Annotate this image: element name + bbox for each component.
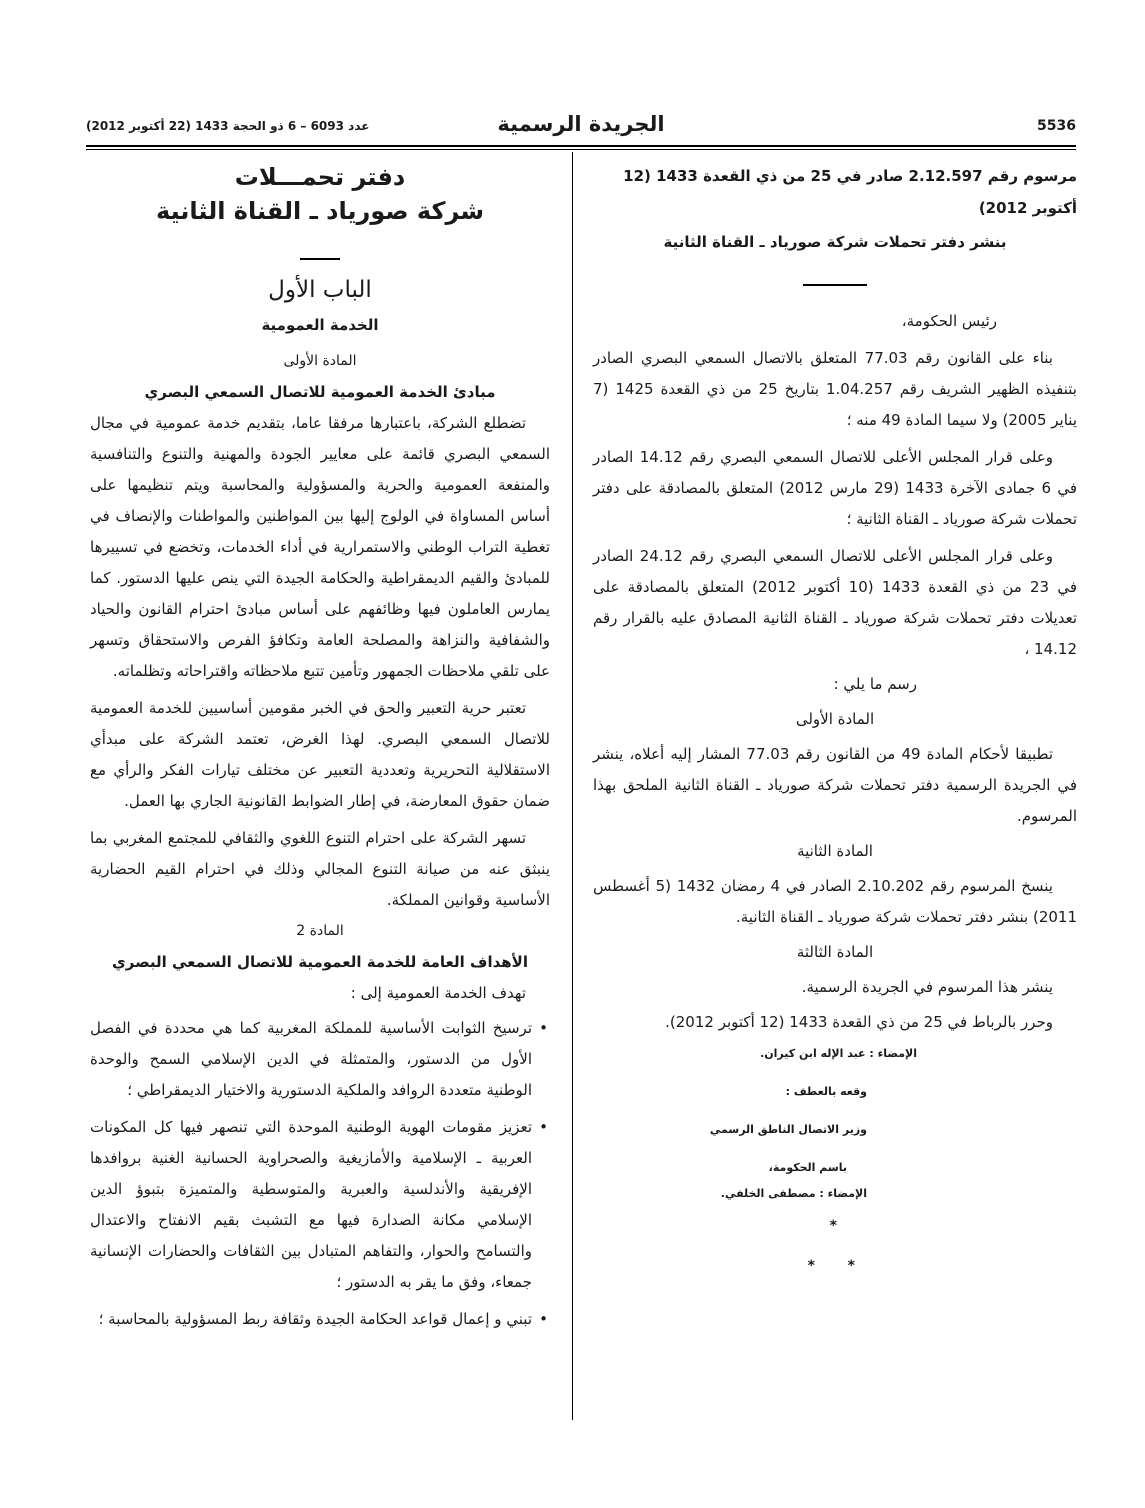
countersigned-label: وقعه بالعطف : — [785, 1085, 867, 1098]
star-bottom-left: * — [807, 1258, 815, 1274]
minister-title: وزير الاتصال الناطق الرسمي — [709, 1123, 867, 1136]
decree-paragraph-3: وعلى قرار المجلس الأعلى للاتصال السمعي البصري رقم 24.12 الصادر في 23 من ذي القعدة 1433 (10 أكتوبر 2012) المتعلق بالمصادقة على تعديلات دفتر تحملات شركة صورياد ـ القناة الثانية المصادق عليه بالقرار رقم 14.12 ، — [593, 547, 1077, 658]
list-item-text: تبني و إعمال قواعد الحكامة الجيدة وثقافة ربط المسؤولية بالمحاسبة ؛ — [98, 1310, 532, 1328]
header-rule-thick — [86, 145, 1076, 147]
title-separator — [803, 284, 867, 286]
header-rule-thin — [86, 149, 1076, 150]
list-item — [90, 1013, 550, 1106]
list-item — [90, 1112, 550, 1298]
specifications-title: دفتر تحمـــلات — [234, 163, 406, 191]
article-2-heading: الأهداف العامة للخدمة العمومية للاتصال السمعي البصري — [112, 953, 528, 971]
star-bottom-right: * — [847, 1258, 855, 1274]
on-behalf-label: باسم الحكومة، — [768, 1161, 847, 1174]
article-2-label: المادة 2 — [296, 923, 344, 939]
title-separator — [300, 258, 340, 260]
page-number: 5536 — [1037, 118, 1076, 134]
bullet-icon: • — [539, 1019, 548, 1037]
specifications-column — [90, 160, 550, 1335]
article-2-intro: تهدف الخدمة العمومية إلى : — [350, 984, 526, 1002]
decree-subtitle: بنشر دفتر تحملات شركة صورياد ـ القناة الثانية — [663, 233, 1007, 251]
journal-title: الجريدة الرسمية — [497, 112, 665, 136]
issue-line: عدد 6093 – 6 ذو الحجة 1433 (22 أكتوبر 2012) — [86, 119, 370, 133]
decree-paragraph-2: وعلى قرار المجلس الأعلى للاتصال السمعي البصري رقم 14.12 الصادر في 6 جمادى الآخرة 1433 (29 مارس 2012) المتعلق بالمصادقة على دفتر تحملات شركة صورياد ـ القناة الثانية ؛ — [593, 448, 1077, 528]
decree-paragraph-1: بناء على القانون رقم 77.03 المتعلق بالاتصال السمعي البصري الصادر بتنفيذه الظهير الشريف رقم 1.04.257 بتاريخ 25 من ذي القعدة 1425 (7 يناير 2005) ولا سيما المادة 49 منه ؛ — [593, 349, 1077, 429]
specifications-company: شركة صورياد ـ القناة الثانية — [156, 197, 484, 225]
list-item — [90, 1304, 550, 1335]
article-1-label: المادة الأولى — [283, 353, 357, 369]
end-stars — [593, 1218, 1077, 1288]
head-of-government: رئيس الحكومة، — [901, 312, 997, 330]
part-subtitle: الخدمة العمومية — [261, 316, 379, 334]
part-title: الباب الأول — [268, 277, 372, 303]
done-at-line: وحرر بالرباط في 25 من ذي القعدة 1433 (12 أكتوبر 2012). — [665, 1013, 1053, 1031]
star-top: * — [829, 1218, 837, 1234]
article-1-paragraph-3: تسهر الشركة على احترام التنوع اللغوي والثقافي للمجتمع المغربي بما ينبثق عنه من صيانة التنوع المجالي وذلك في احترام القيم الحضارية الأساسية وقوانين المملكة. — [90, 829, 550, 909]
list-item-text: تعزيز مقومات الهوية الوطنية الموحدة التي تنصهر فيها كل المكونات العربية ـ الإسلامية والأمازيغية والصحراوية الحسانية الغنية بروافدها الإفريقية والأندلسية والعبرية والمتوسطية والمتميزة بتبوؤ الدين الإسلامي مكانة الصدارة فيها مع التشبث بقيم الانفتاح والاعتدال والتسامح والحوار، والتفاهم المتبادل بين الثقافات والحضارات الإنسانية جمعاء، وفق ما يقر به الدستور ؛ — [90, 1118, 532, 1291]
article-2-text: ينسخ المرسوم رقم 2.10.202 الصادر في 4 رمضان 1432 (5 أغسطس 2011) بنشر دفتر تحملات شركة صورياد ـ القناة الثانية. — [593, 877, 1077, 926]
decree-title: مرسوم رقم 2.12.597 صادر في 25 من ذي القعدة 1433 (12 أكتوبر 2012) — [623, 167, 1077, 217]
article-1-paragraph-1: تضطلع الشركة، باعتبارها مرفقا عاما، بتقديم خدمة عمومية في مجال السمعي البصري قائمة على معايير الجودة والمهنية والتنوع والتنافسية والمنفعة العمومية والحرية والمسؤولية والمحاسبة ويتم تنظيمها على أساس المساواة في الولوج إليها بين المواطنين والمواطنات والإنصاف في تغطية التراب الوطني والاستمرارية في أداء الخدمات، وتخضع في تسييرها للمبادئ والقيم الديمقراطية والحكامة الجيدة التي ينص عليها الدستور. كما يمارس العاملون فيها وظائفهم على أساس مبادئ احترام القانون والحياد والشفافية والنزاهة والمصلحة العامة وتكافؤ الفرص والاستحقاق وتسهر على تلقي ملاحظات الجمهور وتأمين تتبع ملاحظاته واقتراحاته وتظلماته. — [90, 414, 550, 680]
decree-column — [593, 160, 1077, 1288]
objectives-list — [90, 1013, 550, 1335]
bullet-icon: • — [539, 1310, 548, 1328]
article-1-heading: مبادئ الخدمة العمومية للاتصال السمعي البصري — [144, 383, 496, 401]
decreed-line: رسم ما يلي : — [833, 675, 917, 693]
column-divider — [572, 152, 573, 1420]
signature-head-of-gov: الإمضاء : عبد الإله ابن كيران. — [760, 1047, 917, 1060]
article-1-text: تطبيقا لأحكام المادة 49 من القانون رقم 77.03 المشار إليه أعلاه، ينشر في الجريدة الرسمية دفتر تحملات شركة صورياد ـ القناة الثانية الملحق بهذا المرسوم. — [593, 745, 1077, 825]
article-1-paragraph-2: تعتبر حرية التعبير والحق في الخبر مقومين أساسيين للخدمة العمومية للاتصال السمعي البصري. لهذا الغرض، تعتمد الشركة على مبدأي الاستقلالية التحريرية وتعددية التعبير عن مختلف تيارات الفكر والرأي مع ضمان حقوق المعارضة، في إطار الضوابط القانونية الجاري بها العمل. — [90, 699, 550, 810]
list-item-text: ترسيخ الثوابت الأساسية للمملكة المغربية كما هي محددة في الفصل الأول من الدستور، والمتمثلة في الدين الإسلامي السمح والوحدة الوطنية متعددة الروافد والملكية الدستورية والاختيار الديمقراطي ؛ — [90, 1019, 532, 1099]
page-header — [86, 112, 1076, 144]
article-2-heading: المادة الثانية — [797, 842, 873, 860]
article-3-heading: المادة الثالثة — [796, 943, 874, 961]
article-3-text: ينشر هذا المرسوم في الجريدة الرسمية. — [801, 978, 1053, 996]
bullet-icon: • — [539, 1118, 548, 1136]
article-1-heading: المادة الأولى — [795, 710, 875, 728]
signature-minister: الإمضاء : مصطفى الخلفي. — [720, 1187, 867, 1200]
